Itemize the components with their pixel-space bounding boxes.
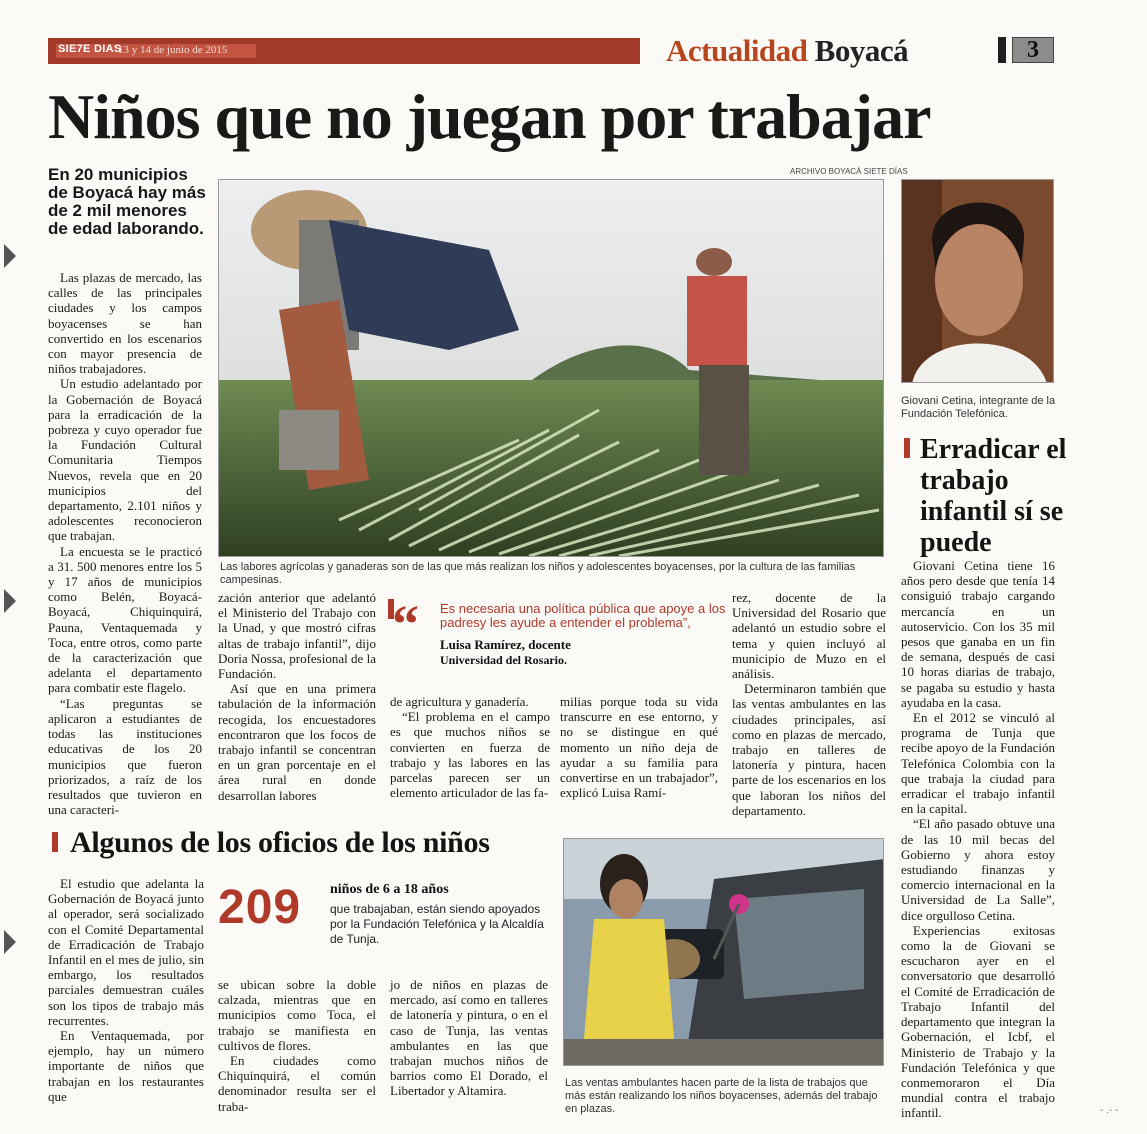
paragraph: Un estudio adelantado por la Gobernación de Boyacá para la erradicación de la pobreza y cuyo operador fue la Fundación Cultural Comunitaria Tiempos Nuevos, revela que en 20 municipios del departamento, 2.101 niños y adolescentes reconocieron que trabajan. (48, 376, 202, 544)
paragraph: En el 2012 se vinculó al programa de Tunja que recibe apoyo de la Fundación Telefónica Colombia con la que trabaja la ciudad para erradicar el trabajo infantil en la capital. (901, 710, 1055, 817)
sidebar-heading: Erradicar el trabajo infantil sí se puede (920, 434, 1067, 558)
author-name: Luisa Ramírez, (440, 637, 525, 652)
street-vendor-caption: Las ventas ambulantes hacen parte de la lista de trabajos que más están realizando los niños boyacenses, además del trabajo en plazas. (565, 1077, 878, 1115)
paragraph: El estudio que adelanta la Gobernación de Boyacá junto al operador, será socializado con el Comité Departamental de Erradicación de Trabajo Infantil en el mes de julio, sin embargo, los resultados parciales demuestran cuáles son los tipos de trabajo más recurrentes. (48, 876, 204, 1028)
article-column-2 (218, 590, 376, 803)
article-column-1 (48, 270, 202, 817)
issue-date: 13 y 14 de junio de 2015 (118, 44, 228, 56)
paragraph: “El año pasado obtuve una de las 10 mil becas del Gobierno y ahora estoy estudiando finanzas y comercio internacional en la Universidad de La Salle”, dice orgulloso Cetina. (901, 816, 1055, 923)
paragraph: rez, docente de la Universidad del Rosario que adelantó un estudio sobre el tema y quien incluyó al municipio de Muzo en el análisis. (732, 590, 886, 682)
paragraph: Giovani Cetina tiene 16 años pero desde que tenía 14 consiguió trabajo cargando mercancía en un autoservicio. Con los 35 mil pesos que ganaba en un fin de semana, después de casi 10 horas diarias de trabajo, se pagaba su estudio y hasta ayudaba en la casa. (901, 558, 1055, 710)
main-photo (218, 179, 884, 557)
paragraph: se ubican sobre la doble calzada, mientras que en municipios como Toca, el trabajo se manifiesta en cultivos de flores. (218, 977, 376, 1053)
paragraph: Experiencias exitosas como la de Giovani se escucharon ayer en el conversatorio que desarrolló el Comité de Erradicación de Trabajo Infantil del departamento que integran la Gobernación, el Icbf, el Ministerio de Trabajo y la Fundación Telefónica y que conmemoraron el Día mundial contra el trabajo infantil. (901, 922, 1055, 1121)
article-column-5 (732, 590, 886, 818)
pull-quote-text: Es necesaria una política pública que apoye a los padresy les ayude a entender el problema”, (440, 601, 726, 630)
pull-quote-affiliation: Universidad del Rosario. (440, 653, 568, 667)
paragraph: “Las preguntas se aplicaron a estudiantes de todas las instituciones educativas de los 20 municipios que fueron priorizados, a raíz de los resultados que tuvieron en una caracteri- (48, 695, 202, 818)
subsection-heading: Algunos de los oficios de los niños (70, 826, 490, 859)
margin-arrow-icon (4, 930, 16, 954)
portrait-photo (901, 179, 1054, 383)
bottom-marks: - .- - (1100, 1105, 1119, 1116)
paragraph: Las plazas de mercado, las calles de las principales ciudades y los campos boyacenses se han convertido en los escenarios con mayor presencia de niños trabajadores. (48, 270, 202, 377)
quote-icon: “ (392, 594, 419, 654)
region-label: Boyacá (814, 33, 909, 68)
section-name: SIE7E DIAS (58, 43, 122, 55)
margin-arrow-icon (4, 589, 16, 613)
paragraph: “El problema en el campo es que muchos niños se convierten en fuerza de trabajo y las labores en las parcelas parecen ser un elemento articulador de las fa- (390, 709, 550, 801)
stat-number: 209 (218, 881, 302, 934)
category-label: Actualidad (666, 33, 808, 68)
paragraph: Así que en una primera tabulación de la información recogida, los encuestadores encontraron que los focos de trabajo infantil se concentran en un gran porcentaje en el área rural en donde desarrollan labores (218, 681, 376, 803)
subsection-column-1 (48, 876, 204, 1104)
subsection-column-2 (218, 977, 376, 1114)
article-column-3 (390, 694, 550, 800)
paragraph: de agricultura y ganadería. (390, 694, 529, 709)
deck: En 20 municipios de Boyacá hay más de 2 mil menores de edad laborando. (48, 165, 206, 238)
photo-credit: ARCHIVO BOYACÁ SIETE DÍAS (790, 167, 908, 176)
article-column-4 (560, 694, 718, 800)
stat-description: que trabajaban, están siendo apoyados por la Fundación Telefónica y la Alcaldía de Tunja. (330, 902, 544, 946)
section-category (666, 33, 908, 69)
page-marker (998, 37, 1006, 63)
main-photo-caption: Las labores agrícolas y ganaderas son de las que más realizan los niños y adolescentes boyacenses, por la cultura de las familias campesinas. (220, 561, 856, 586)
subsection-accent-bar (52, 832, 58, 852)
paragraph: zación anterior que adelantó el Ministerio del Trabajo con la Unad, y que mostró cifras altas de trabajo infantil”, dijo Doria Nossa, profesional de la Fundación. (218, 590, 376, 682)
headline: Niños que no juegan por trabajar (48, 81, 931, 152)
paragraph: milias porque toda su vida transcurre en ese entorno, y no se distingue en qué momento un niño deja de ayudar a su familia para convertirse en un trabajador”, explicó Luisa Ramí- (560, 694, 718, 801)
subsection-column-3 (390, 977, 548, 1099)
portrait-caption: Giovani Cetina, integrante de la Fundación Telefónica. (901, 395, 1056, 420)
sidebar-body (901, 558, 1055, 1121)
paragraph: jo de niños en plazas de mercado, así como en talleres de latonería y pintura, o en el caso de Tunja, las ventas ambulantes en las que trabajan muchos niños de barrios como El Dorado, el Libertador y Altamira. (390, 977, 548, 1099)
paragraph: En Ventaquemada, por ejemplo, hay un número importante de niños que trabajan en los restaurantes que (48, 1028, 204, 1104)
pull-quote-author (440, 637, 571, 653)
page-number: 3 (1012, 37, 1054, 63)
author-role: docente (528, 637, 571, 652)
stat-subject: niños de 6 a 18 años (330, 882, 449, 897)
sidebar-accent-bar (904, 438, 910, 458)
paragraph: En ciudades como Chiquinquirá, el común denominador resulta ser el traba- (218, 1053, 376, 1114)
margin-arrow-icon (4, 244, 16, 268)
paragraph: La encuesta se le practicó a 31. 500 menores entre los 5 y 17 años de municipios como Belén, Boyacá-Boyacá, Chiquinquirá, Pauna, Ventaquemada y Toca, entre otros, como parte de la caracterización que adelanta el departamento para combatir este flagelo. (48, 543, 202, 696)
street-vendor-photo (563, 838, 884, 1066)
paragraph: Determinaron también que las ventas ambulantes en las ciudades principales, así como en plazas de mercado, trabajo en talleres de latonería y pintura, hacen parte de los escenarios en los que laboran los niños del departamento. (732, 681, 886, 818)
